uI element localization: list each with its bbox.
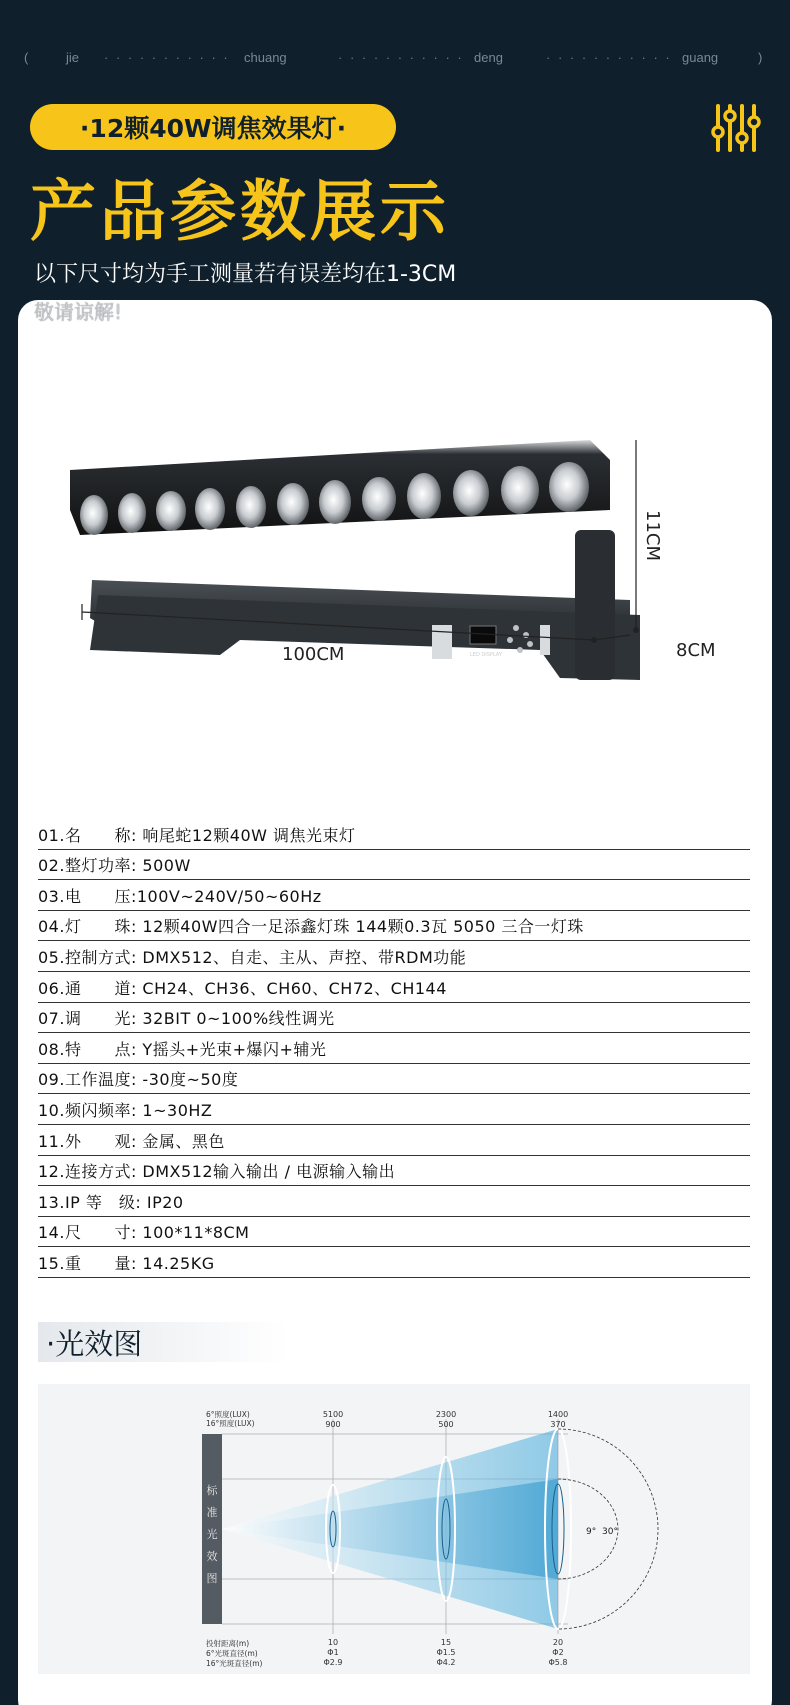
panel-label: LED DISPLAY — [470, 652, 502, 658]
spec-row-connection: 12.连接方式: DMX512输入输出 / 电源输入输出 — [38, 1156, 750, 1187]
label-dia6: 6°光斑直径(m) — [206, 1649, 258, 1658]
side-label-2: 光 — [206, 1528, 218, 1541]
spec-row-voltage: 03.电 压:100V~240V/50~60Hz — [38, 880, 750, 911]
spec-row-power: 02.整灯功率: 500W — [38, 850, 750, 881]
product-tag: ·12颗40W调焦效果灯· — [30, 104, 396, 150]
spec-row-temperature: 09.工作温度: -30度~50度 — [38, 1064, 750, 1095]
label-distance: 投射距离(m) — [206, 1639, 250, 1648]
spec-row-leds: 04.灯 珠: 12颗40W四合一足添鑫灯珠 144颗0.3瓦 5050 三合一灯珠 — [38, 911, 750, 942]
page-title: 产品参数展示 — [30, 173, 450, 250]
spec-row-dimming: 07.调 光: 32BIT 0~100%线性调光 — [38, 1003, 750, 1034]
pinyin-chuang: chuang — [244, 50, 287, 65]
col1-lux6: 2300 — [435, 1410, 457, 1419]
col0-lux16: 900 — [325, 1420, 341, 1429]
pinyin-guang: guang — [682, 50, 719, 65]
col2-dia16: Φ5.8 — [548, 1658, 568, 1667]
angle-outer-label: 30° — [602, 1527, 618, 1537]
spec-row-control: 05.控制方式: DMX512、自走、主从、声控、带RDM功能 — [38, 941, 750, 972]
col0-distance: 10 — [327, 1638, 339, 1647]
side-label-0: 标 — [206, 1484, 218, 1497]
spec-row-channels: 06.通 道: CH24、CH36、CH60、CH72、CH144 — [38, 972, 750, 1003]
spec-list — [38, 819, 750, 1278]
spec-row-size: 14.尺 寸: 100*11*8CM — [38, 1217, 750, 1248]
pinyin-open: ( — [24, 50, 29, 65]
col2-lux6: 1400 — [547, 1410, 569, 1419]
col2-dia6: Φ2 — [552, 1648, 564, 1657]
pinyin-dots-3: · · · · · · · · · · · — [546, 50, 672, 65]
pinyin-close: ) — [758, 50, 763, 65]
label-lux6: 6°照度(LUX) — [206, 1410, 250, 1419]
col1-distance: 15 — [440, 1638, 452, 1647]
pinyin-jie: jie — [66, 50, 80, 65]
pinyin-row — [0, 44, 790, 74]
spec-row-features: 08.特 点: Y摇头+光束+爆闪+辅光 — [38, 1033, 750, 1064]
apology-note: 敬请谅解! — [34, 300, 123, 324]
col0-lux6: 5100 — [322, 1410, 344, 1419]
height-label: 11CM — [642, 510, 663, 562]
col2-distance: 20 — [552, 1638, 564, 1647]
spec-row-ip-rating: 13.IP 等 级: IP20 — [38, 1186, 750, 1217]
label-lux16: 16°照度(LUX) — [206, 1419, 255, 1428]
col0-dia6: Φ1 — [327, 1648, 339, 1657]
pinyin-dots-1: · · · · · · · · · · · — [104, 50, 230, 65]
spec-row-appearance: 11.外 观: 金属、黑色 — [38, 1125, 750, 1156]
pinyin-deng: deng — [474, 50, 503, 65]
col1-dia6: Φ1.5 — [436, 1648, 456, 1657]
beam-diagram — [38, 1384, 750, 1674]
depth-label: 8CM — [676, 640, 716, 661]
side-label-1: 准 — [206, 1506, 218, 1519]
col1-dia16: Φ4.2 — [436, 1658, 456, 1667]
spec-row-name: 01.名 称: 响尾蛇12颗40W 调焦光束灯 — [38, 819, 750, 850]
col1-lux16: 500 — [438, 1420, 454, 1429]
pinyin-dots-2: · · · · · · · · · · · — [338, 50, 464, 65]
col2-lux16: 370 — [550, 1420, 566, 1429]
side-label-3: 效 — [206, 1550, 218, 1563]
width-label: 100CM — [282, 644, 345, 665]
spec-row-weight: 15.重 量: 14.25KG — [38, 1247, 750, 1278]
col0-dia16: Φ2.9 — [323, 1658, 343, 1667]
beam-section-title: ·光效图 — [38, 1322, 288, 1362]
label-dia16: 16°光斑直径(m) — [206, 1659, 263, 1668]
measurement-note: 以下尺寸均为手工测量若有误差均在1-3CM — [34, 262, 457, 287]
product-image — [70, 440, 760, 730]
angle-inner-label: 9° — [586, 1527, 597, 1537]
spec-row-strobe: 10.频闪频率: 1~30HZ — [38, 1094, 750, 1125]
side-label-4: 图 — [206, 1572, 218, 1585]
sliders-icon — [710, 102, 762, 154]
